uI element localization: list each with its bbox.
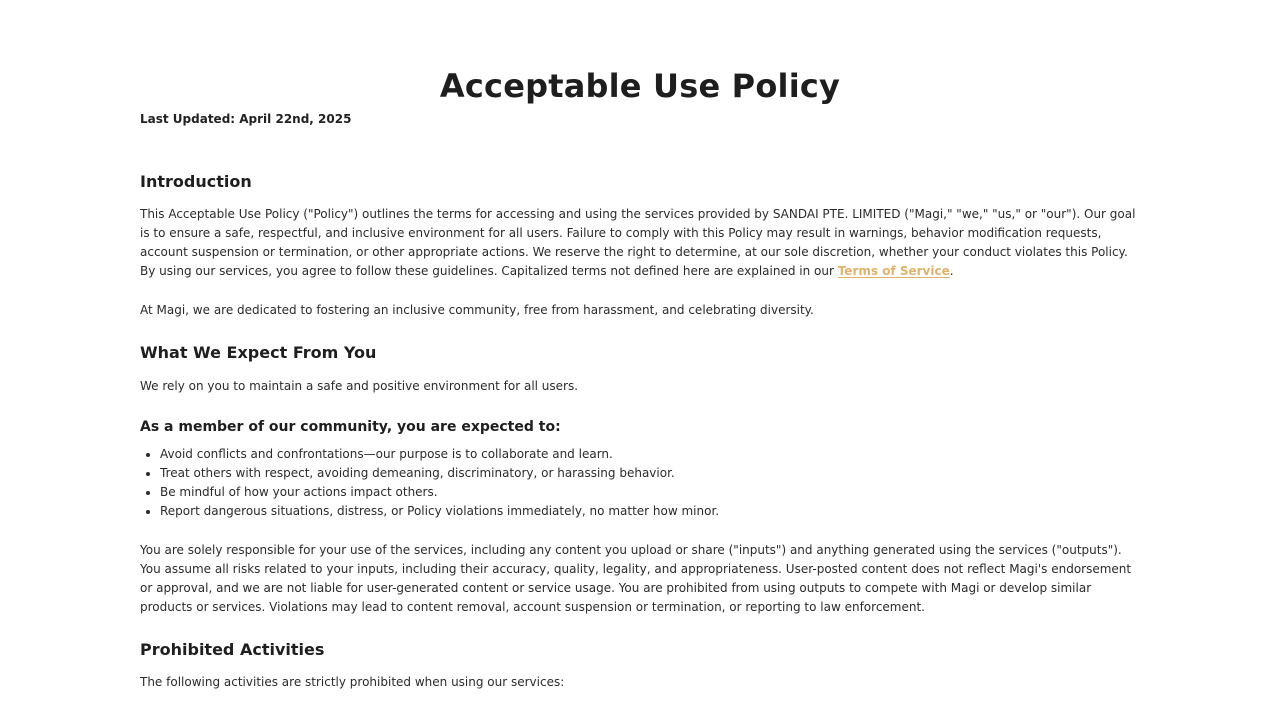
expectations-intro: We rely on you to maintain a safe and positive environment for all users. (140, 379, 579, 393)
page-title: Acceptable Use Policy (439, 67, 841, 105)
list-item: • Avoid conflicts and confrontations—our purpose is to collaborate and learn. (160, 445, 719, 464)
member-expectations-subheading: As a member of our community, you are expected to: (140, 419, 561, 435)
terms-of-service-link[interactable]: Terms of Service (837, 264, 950, 278)
introduction-heading: Introduction (140, 172, 252, 191)
responsibility-paragraph: You are solely responsible for your use of the services, including any content you upload or share ("inputs") and anything generated using the services ("outputs"). You assume all risks related to your inputs, including their accuracy, quality, legality, and appropriateness. User-posted content does not reflect Magi's endorsement or approval, and we are not liable for user-generated content or service usage. You are prohibited from using outputs to compete with Magi or develop similar products or services. Violations may lead to content removal, account suspension or termination, or reporting to law enforcement. (140, 543, 1132, 614)
list-item: • Be mindful of how your actions impact others. (160, 483, 719, 502)
last-updated-date: Last Updated: April 22nd, 2025 (140, 112, 352, 126)
prohibited-activities-heading: Prohibited Activities (140, 640, 325, 659)
prohibited-intro: The following activities are strictly prohibited when using our services: (140, 675, 565, 689)
introduction-text-end: . (949, 264, 954, 278)
expectations-heading: What We Expect From You (140, 343, 377, 362)
introduction-text: This Acceptable Use Policy ("Policy") outlines the terms for accessing and using the services provided by SANDAI PTE. LIMITED ("Magi," "we," "us," or "our"). Our goal is to ensure a safe, respectful, and inclusive environment for all users. Failure to comply with this Policy may result in warnings, behavior modification requests, account suspension or termination, or other appropriate actions. We reserve the right to determine, at our sole discretion, whether your conduct violates this Policy. By using our services, you agree to follow these guidelines. Capitalized terms not defined here are explained in our (140, 207, 1136, 278)
introduction-paragraph (140, 205, 1140, 281)
expectations-list (140, 445, 719, 521)
list-item: • Treat others with respect, avoiding demeaning, discriminatory, or harassing behavior. (160, 464, 719, 483)
community-paragraph: At Magi, we are dedicated to fostering an inclusive community, free from harassment, and celebrating diversity. (140, 303, 814, 317)
list-item: • Report dangerous situations, distress, or Policy violations immediately, no matter how minor. (160, 502, 719, 521)
